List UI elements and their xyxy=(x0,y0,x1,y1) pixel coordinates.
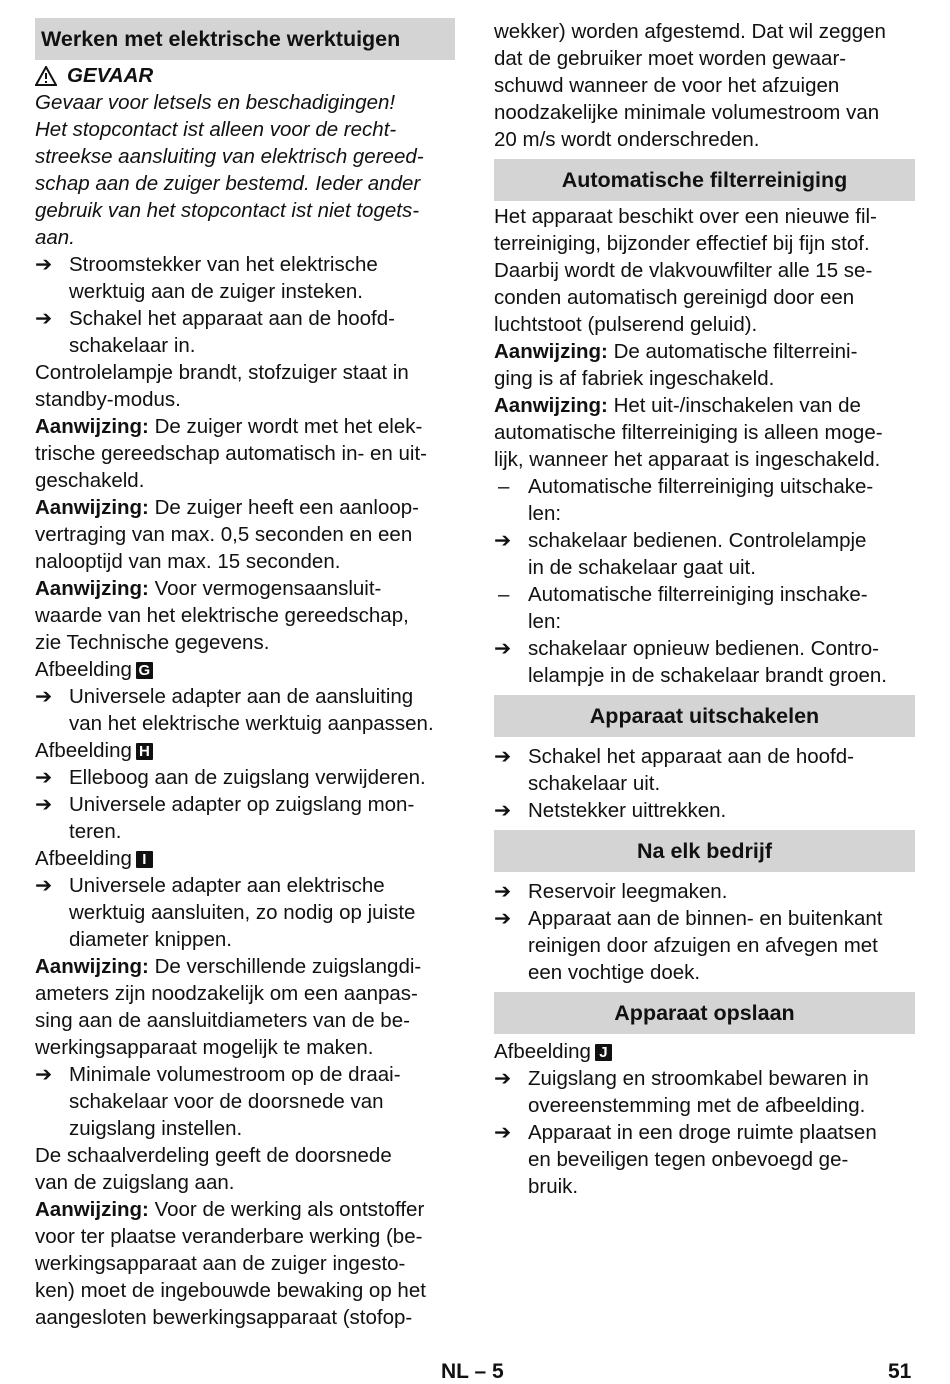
step-item: ➔ Zuigslang en stroomkabel bewaren in overeenstemming met de afbeelding. xyxy=(494,1067,869,1117)
step-item: ➔ Apparaat in een droge ruimte plaatsen en beveiligen tegen onbevoegd ge- bruik. xyxy=(494,1121,877,1198)
step-item: ➔ schakelaar opnieuw bedienen. Contro- lelampje in de schakelaar brandt groen. xyxy=(494,637,887,687)
arrow-right-icon: ➔ xyxy=(35,874,53,897)
step-item: ➔ Reservoir leegmaken. xyxy=(494,880,728,903)
figure-ref: Afbeelding J xyxy=(494,1038,915,1065)
footer-section-label: NL – 5 xyxy=(441,1360,504,1383)
warning-text: Gevaar voor letsels en beschadigingen! Het stopcontact ist alleen voor de recht- streekse aansluiting van elektrisch gereed- schap aan de zuiger bestemd. Ieder ander gebruik van het stopcontact ist niet togets- aan. xyxy=(35,91,424,249)
footer-page-number: 51 xyxy=(888,1360,912,1383)
right-column xyxy=(494,18,915,1200)
note: Aanwijzing: Het uit-/inschakelen van de automatische filterreiniging is alleen moge- lijk, wanneer het apparaat is ingeschakeld. xyxy=(494,394,883,471)
section-heading: Apparaat uitschakelen xyxy=(494,695,915,737)
arrow-right-icon: ➔ xyxy=(494,745,512,768)
step-item: ➔ Apparaat aan de binnen- en buitenkant reinigen door afzuigen en afvegen met een vochtige doek. xyxy=(494,907,883,984)
arrow-right-icon: ➔ xyxy=(35,685,53,708)
step-item: ➔ Universele adapter op zuigslang mon- teren. xyxy=(35,793,415,843)
step-item: ➔ Minimale volumestroom op de draai- schakelaar voor de doorsnede van zuigslang instellen. xyxy=(35,1063,401,1140)
dash-item: – Automatische filterreiniging uitschake- len: xyxy=(498,475,874,525)
section-heading: Automatische filterreiniging xyxy=(494,159,915,201)
figure-ref: Afbeelding G xyxy=(35,656,455,683)
note: Aanwijzing: Voor de werking als ontstoffer voor ter plaatse veranderbare werking (be- werkingsapparaat aan de zuiger ingesto- ken) moet de ingebouwde bewaking op het aangesloten bewerkingsapparaat (stofop- xyxy=(35,1198,426,1329)
step-item: ➔ Stroomstekker van het elektrische werktuig aan de zuiger insteken. xyxy=(35,253,378,303)
dash-item: – Automatische filterreiniging inschake- len: xyxy=(498,583,868,633)
step-item: ➔ schakelaar bedienen. Controlelampje in de schakelaar gaat uit. xyxy=(494,529,867,579)
note: Aanwijzing: De zuiger heeft een aanloop- vertraging van max. 0,5 seconden en een nalooptijd van max. 15 seconden. xyxy=(35,496,419,573)
paragraph: Het apparaat beschikt over een nieuwe fil- terreiniging, bijzonder effectief bij fijn stof. Daarbij wordt de vlakvouwfilter alle 15 se- conden automatisch gereinigd door een luchtstoot (pulserend geluid). xyxy=(494,205,877,336)
note: Aanwijzing: Voor vermogensaansluit- waarde van het elektrische gereedschap, zie Technische gegevens. xyxy=(35,577,409,654)
arrow-right-icon: ➔ xyxy=(35,766,53,789)
note: Aanwijzing: De automatische filterreini- ging is af fabriek ingeschakeld. xyxy=(494,340,858,390)
dash-bullet: – xyxy=(498,475,510,498)
arrow-right-icon: ➔ xyxy=(494,1121,512,1144)
warning-label: GEVAAR xyxy=(67,64,154,87)
dash-bullet: – xyxy=(498,583,510,606)
arrow-right-icon: ➔ xyxy=(494,529,512,552)
paragraph: De schaalverdeling geeft de doorsnede van de zuigslang aan. xyxy=(35,1144,392,1194)
figure-letter-box: H xyxy=(136,743,153,760)
note: Aanwijzing: De zuiger wordt met het elek- trische gereedschap automatisch in- en uit- geschakeld. xyxy=(35,415,427,492)
step-item: ➔ Universele adapter aan de aansluiting van het elektrische werktuig aanpassen. xyxy=(35,685,434,735)
figure-ref: Afbeelding H xyxy=(35,737,455,764)
arrow-right-icon: ➔ xyxy=(35,1063,53,1086)
step-item: ➔ Netstekker uittrekken. xyxy=(494,799,727,822)
step-item: ➔ Schakel het apparaat aan de hoofd- schakelaar uit. xyxy=(494,745,854,795)
step-item: ➔ Elleboog aan de zuigslang verwijderen. xyxy=(35,766,426,789)
arrow-right-icon: ➔ xyxy=(494,799,512,822)
figure-letter-box: G xyxy=(136,662,153,679)
left-column xyxy=(35,18,455,1331)
arrow-right-icon: ➔ xyxy=(35,307,53,330)
section-heading: Apparaat opslaan xyxy=(494,992,915,1034)
arrow-right-icon: ➔ xyxy=(494,1067,512,1090)
arrow-right-icon: ➔ xyxy=(35,253,53,276)
arrow-right-icon: ➔ xyxy=(494,907,512,930)
warning-title xyxy=(35,62,455,89)
paragraph: wekker) worden afgestemd. Dat wil zeggen dat de gebruiker moet worden gewaar- schuwd wanneer de voor het afzuigen noodzakelijke minimale volumestroom van 20 m/s wordt onderschreden. xyxy=(494,20,886,151)
step-item: ➔ Schakel het apparaat aan de hoofd- schakelaar in. xyxy=(35,307,395,357)
paragraph: Controlelampje brandt, stofzuiger staat in standby-modus. xyxy=(35,361,409,411)
arrow-right-icon: ➔ xyxy=(494,637,512,660)
section-heading: Na elk bedrijf xyxy=(494,830,915,872)
arrow-right-icon: ➔ xyxy=(35,793,53,816)
note: Aanwijzing: De verschillende zuigslangdi- ameters zijn noodzakelijk om een aanpas- sing aan de aansluitdiameters van de be- werkingsapparaat mogelijk te maken. xyxy=(35,955,422,1059)
arrow-right-icon: ➔ xyxy=(494,880,512,903)
figure-ref: Afbeelding I xyxy=(35,845,455,872)
warning-triangle-icon xyxy=(35,66,57,86)
figure-letter-box: J xyxy=(595,1044,612,1061)
figure-letter-box: I xyxy=(136,851,153,868)
section-heading: Werken met elektrische werktuigen xyxy=(35,18,455,60)
step-item: ➔ Universele adapter aan elektrische werktuig aansluiten, zo nodig op juiste diameter knippen. xyxy=(35,874,416,951)
